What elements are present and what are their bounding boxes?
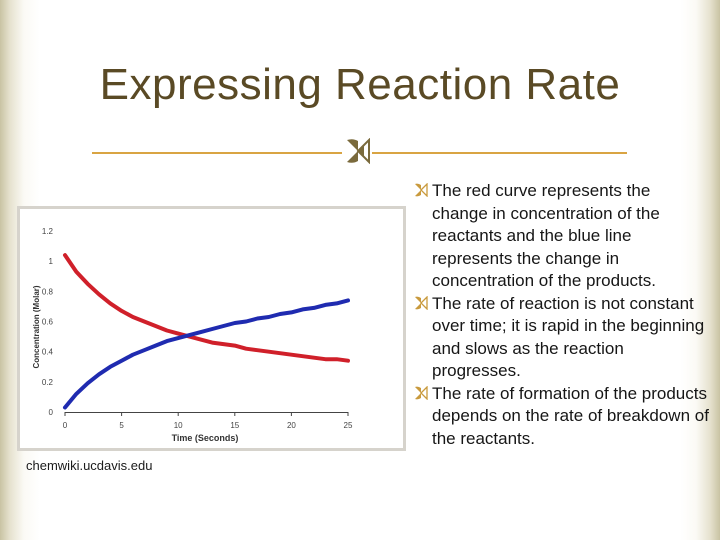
x-tick-label: 10: [173, 421, 183, 430]
x-tick-label: 5: [119, 421, 124, 430]
fan-shape-icon: [413, 183, 429, 197]
y-tick-label: 0.8: [41, 287, 53, 297]
y-tick-label: 0.6: [41, 317, 53, 327]
y-tick-label: 1: [48, 257, 53, 267]
fan-shape-icon: [344, 138, 372, 164]
fan-shape-icon: [413, 386, 429, 400]
bullet-text: The rate of formation of the products depends on the rate of breakdown of the reactants.: [432, 383, 709, 448]
source-caption: chemwiki.ucdavis.edu: [26, 458, 153, 473]
bullet-item: [410, 383, 710, 451]
slide-title: Expressing Reaction Rate: [99, 60, 621, 109]
y-axis-label: Concentration (Molar): [32, 285, 41, 369]
y-tick-label: 0: [48, 408, 53, 417]
chart-frame: [17, 206, 406, 451]
title-rule-left: [92, 152, 342, 154]
x-tick-label: 0: [62, 421, 68, 430]
x-tick-label: 25: [343, 421, 353, 430]
y-tick-label: 0.2: [41, 377, 53, 387]
x-axis-label: Time (Seconds): [171, 433, 239, 443]
title-rule-right: [372, 152, 627, 154]
bullet-list: [410, 180, 710, 450]
x-tick-label: 15: [230, 421, 240, 430]
y-tick-label: 0.4: [41, 347, 53, 357]
bullet-text: The red curve represents the change in concentration of the reactants and the blue line represents the change in concentration of the products.: [432, 181, 660, 290]
fan-shape-icon: [413, 296, 429, 310]
bullet-item: [410, 293, 710, 383]
bullet-text: The rate of reaction is not constant over time; it is rapid in the beginning and slows as the reaction progresses.: [432, 293, 705, 380]
y-tick-label: 1.2: [41, 227, 53, 236]
x-tick-label: 20: [286, 421, 296, 430]
reaction-rate-chart: [20, 209, 403, 448]
bullet-item: [410, 180, 710, 293]
